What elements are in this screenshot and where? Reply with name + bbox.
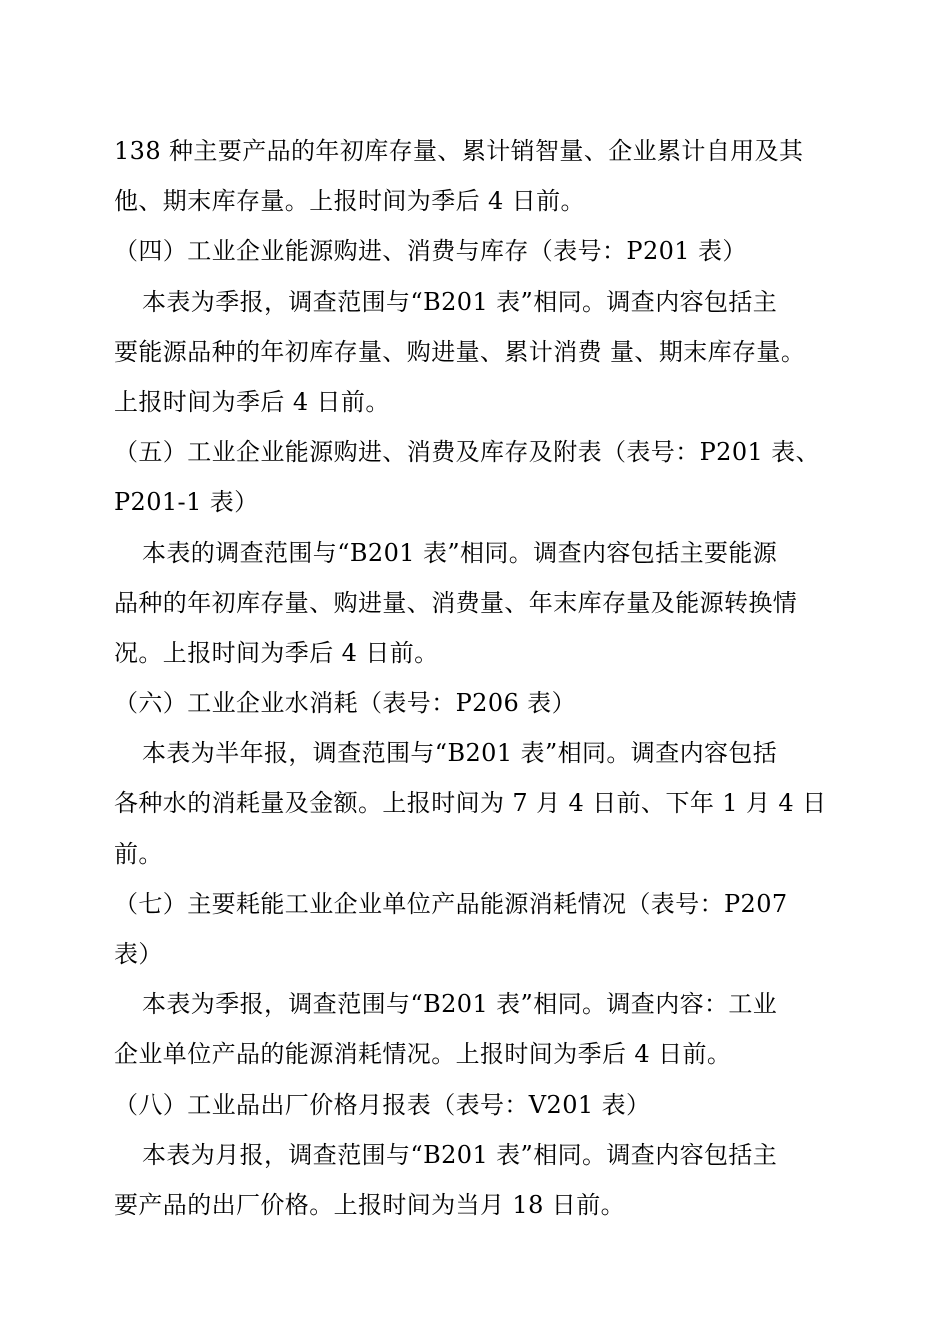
body-line: 他、期末库存量。上报时间为季后 4 日前。: [114, 187, 585, 216]
body-line: 品种的年初库存量、购进量、消费量、年末库存量及能源转换情: [114, 588, 798, 617]
body-line: 本表为季报，调查范围与“B201 表”相同。调查内容：工业: [142, 990, 778, 1019]
body-line: 要能源品种的年初库存量、购进量、累计消费 量、期末库存量。: [114, 337, 806, 366]
body-line: 本表为季报，调查范围与“B201 表”相同。调查内容包括主: [142, 287, 778, 316]
section-heading-5-cont: P201-1 表）: [114, 488, 259, 517]
body-line: 况。上报时间为季后 4 日前。: [114, 638, 439, 667]
body-line: 要产品的出厂价格。上报时间为当月 18 日前。: [114, 1190, 625, 1219]
body-line: 本表为月报，调查范围与“B201 表”相同。调查内容包括主: [142, 1140, 778, 1169]
body-line: 各种水的消耗量及金额。上报时间为 7 月 4 日前、下年 1 月 4 日: [114, 789, 827, 818]
section-heading-5: （五）工业企业能源购进、消费及库存及附表（表号：P201 表、: [114, 438, 820, 467]
body-line: 本表为半年报，调查范围与“B201 表”相同。调查内容包括: [142, 739, 778, 768]
section-heading-7-cont: 表）: [114, 940, 163, 968]
body-line: 前。: [114, 839, 163, 868]
body-line: 上报时间为季后 4 日前。: [114, 387, 390, 416]
body-line: 138 种主要产品的年初库存量、累计销智量、企业累计自用及其: [114, 137, 804, 165]
body-line: 企业单位产品的能源消耗情况。上报时间为季后 4 日前。: [114, 1040, 732, 1069]
document-body: [114, 126, 854, 1230]
section-heading-6: （六）工业企业水消耗（表号：P206 表）: [114, 689, 576, 718]
section-heading-8: （八）工业品出厂价格月报表（表号：V201 表）: [114, 1090, 651, 1119]
section-heading-7: （七）主要耗能工业企业单位产品能源消耗情况（表号：P207: [114, 889, 788, 918]
body-line: 本表的调查范围与“B201 表”相同。调查内容包括主要能源: [142, 538, 778, 567]
section-heading-4: （四）工业企业能源购进、消费与库存（表号：P201 表）: [114, 237, 747, 266]
